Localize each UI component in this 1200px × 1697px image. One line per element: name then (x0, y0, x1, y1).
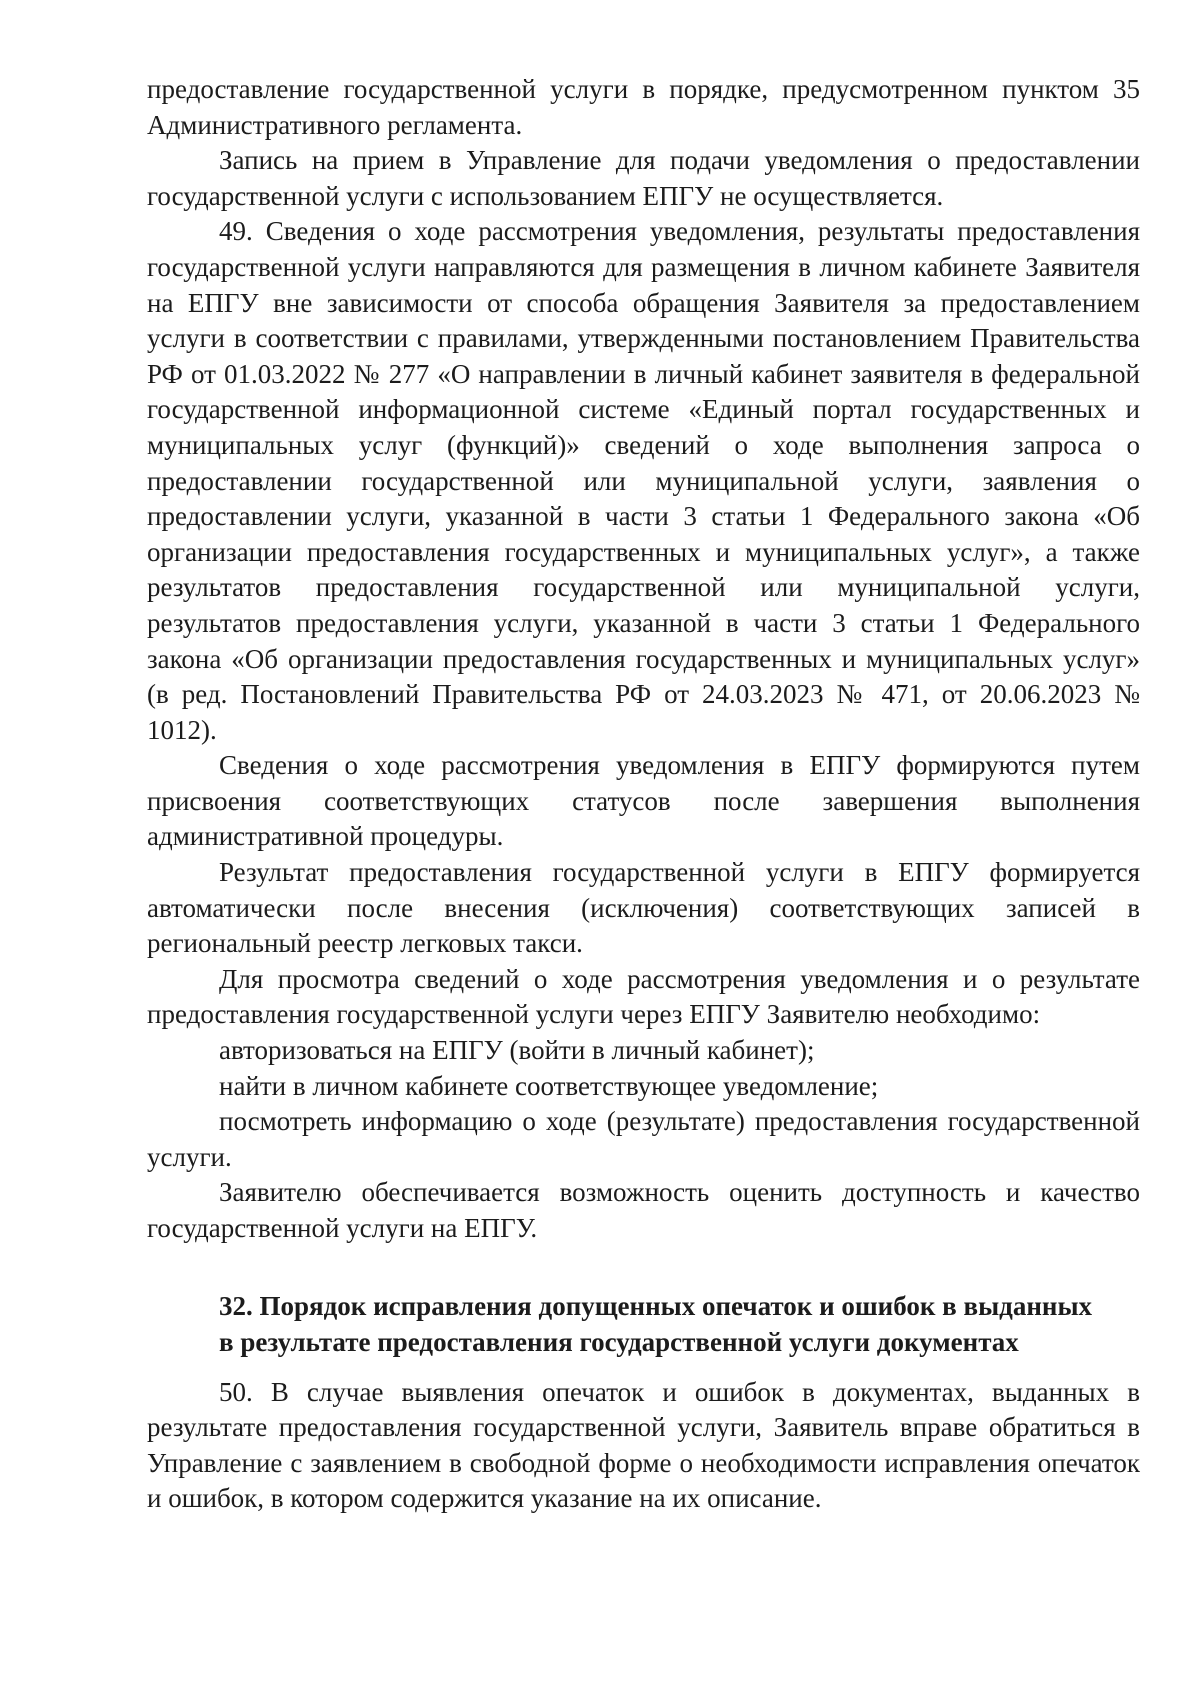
section-heading-line-1: 32. Порядок исправления допущенных опечаток и ошибок в выданных (219, 1290, 1093, 1321)
paragraph-quality-rating: Заявителю обеспечивается возможность оценить доступность и качество государственной услуги на ЕПГУ. (147, 1177, 1140, 1243)
section-heading-32 (147, 1288, 1140, 1360)
document-page (147, 72, 1140, 1517)
section-heading-line-2: в результате предоставления государственной услуги документах (219, 1326, 1019, 1357)
paragraph-status-info: Сведения о ходе рассмотрения уведомления в ЕПГУ формируются путем присвоения соответствующих статусов после завершения выполнения административной процедуры. (147, 750, 1140, 852)
paragraph-result-info: Результат предоставления государственной услуги в ЕПГУ формируется автоматически после внесения (исключения) соответствующих записей в региональный реестр легковых такси. (147, 857, 1140, 959)
paragraph-item-50: 50. В случае выявления опечаток и ошибок в документах, выданных в результате предоставления государственной услуги, Заявитель вправе обратиться в Управление с заявлением в свободной форме о необходимости исправления опечаток и ошибок, в котором содержится указание на их описание. (147, 1376, 1140, 1514)
step-find-notification: найти в личном кабинете соответствующее уведомление; (219, 1070, 879, 1101)
paragraph-view-instructions: Для просмотра сведений о ходе рассмотрения уведомления и о результате предоставления государственной услуги через ЕПГУ Заявителю необходимо: (147, 963, 1140, 1030)
paragraph-item-49: 49. Сведения о ходе рассмотрения уведомления, результаты предоставления государственной услуги направляются для размещения в личном кабинете Заявителя на ЕПГУ вне зависимости от способа обращения Заявителя за предоставлением услуги в соответствии с правилами, утвержденными постановлением Правительства РФ от 01.03.2022 № 277 «О направлении в личный кабинет заявителя в федеральной государственной информационной системе «Единый портал государственных и муниципальных услуг (функций)» сведений о ходе выполнения запроса о предоставлении государственной или муниципальной услуги, заявления о предоставлении услуги, указанной в части 3 статьи 1 Федерального закона «Об организации предоставления государственных и муниципальных услуг», а также результатов предоставления государственной или муниципальной услуги, результатов предоставления услуги, указанной в части 3 статьи 1 Федерального закона «Об организации предоставления государственных и муниципальных услуг» (в ред. Постановлений Правительства РФ от 24.03.2023 № 471, от 20.06.2023 № 1012). (147, 216, 1140, 745)
step-authorize: авторизоваться на ЕПГУ (войти в личный кабинет); (219, 1035, 815, 1066)
step-view-info: посмотреть информацию о ходе (результате) предоставления государственной услуги. (147, 1106, 1140, 1172)
paragraph-continuation: предоставление государственной услуги в порядке, предусмотренном пунктом 35 Административного регламента. (147, 74, 1140, 140)
paragraph-appointment-note: Запись на прием в Управление для подачи уведомления о предоставлении государственной услуги с использованием ЕПГУ не осуществляется. (147, 145, 1140, 211)
